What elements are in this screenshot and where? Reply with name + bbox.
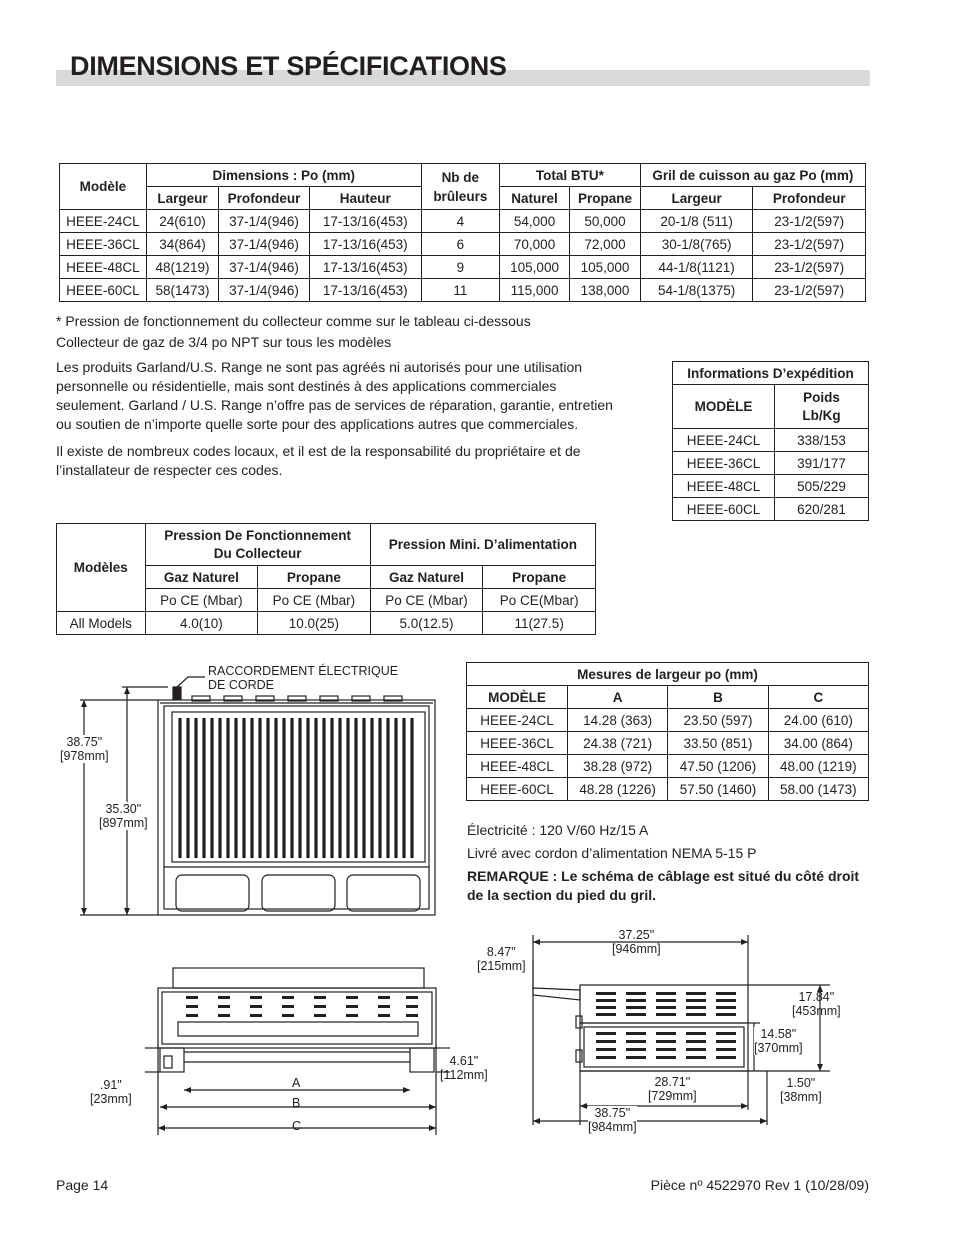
spec-header-natural: Naturel xyxy=(499,187,569,210)
spec-header-model: Modèle xyxy=(60,164,147,210)
width-title: Mesures de largeur po (mm) xyxy=(467,663,869,686)
dim-side-total-height: 17.84" [453mm] xyxy=(792,990,841,1018)
dim-total-height: 38.75" [978mm] xyxy=(60,735,109,763)
wiring-remark: REMARQUE : Le schéma de câblage est situé du côté droit de la section du pied du gril. xyxy=(467,868,860,903)
spec-header-burners: Nb de brûleurs xyxy=(421,164,499,210)
width-header-model: MODÈLE xyxy=(467,686,568,709)
dim-side-depth-top: 37.25" [946mm] xyxy=(612,928,661,956)
page-title: DIMENSIONS ET SPÉCIFICATIONS xyxy=(70,51,507,81)
pressure-header-natural-supply: Gaz Naturel xyxy=(370,566,483,589)
table-row: HEEE-24CL 14.28 (363) 23.50 (597) 24.00 (610) xyxy=(467,709,869,732)
dim-side-body-depth: 28.71" [729mm] xyxy=(648,1075,697,1103)
table-row: HEEE-60CL 620/281 xyxy=(673,498,869,521)
table-row: All Models 4.0(10) 10.0(25) 5.0(12.5) 11(27.5) xyxy=(57,612,596,635)
table-row: HEEE-36CL 34(864) 37-1/4(946) 17-13/16(453) 6 70,000 72,000 30-1/8(765) 23-1/2(597) xyxy=(60,233,866,256)
part-number: Pièce nº 4522970 Rev 1 (10/28/09) xyxy=(650,1177,869,1193)
pressure-header-models: Modèles xyxy=(57,524,146,612)
electrical-spec: Électricité : 120 V/60 Hz/15 A xyxy=(467,822,649,838)
table-row: HEEE-24CL 24(610) 37-1/4(946) 17-13/16(453) 4 54,000 50,000 20-1/8 (511) 23-1/2(597) xyxy=(60,210,866,233)
table-row: HEEE-36CL 24.38 (721) 33.50 (851) 34.00 (864) xyxy=(467,732,869,755)
pressure-header-propane: Propane xyxy=(258,566,371,589)
table-row: HEEE-24CL 338/153 xyxy=(673,429,869,452)
width-header-c: C xyxy=(768,686,868,709)
shipping-header-weight: Poids Lb/Kg xyxy=(775,385,869,429)
dim-body-height: 35.30" [897mm] xyxy=(99,802,148,830)
table-row: HEEE-48CL 48(1219) 37-1/4(946) 17-13/16(453) 9 105,000 105,000 44-1/8(1121) 23-1/2(597) xyxy=(60,256,866,279)
dim-side-body-height: 14.58" [370mm] xyxy=(754,1027,803,1055)
spec-header-grill: Gril de cuisson au gaz Po (mm) xyxy=(640,164,865,187)
table-row: HEEE-60CL 48.28 (1226) 57.50 (1460) 58.00 (1473) xyxy=(467,778,869,801)
dim-side-total-depth: 38.75" [984mm] xyxy=(588,1106,637,1134)
spec-header-grill-width: Largeur xyxy=(640,187,753,210)
page-number: Page 14 xyxy=(56,1177,109,1193)
pressure-header-natural: Gaz Naturel xyxy=(145,566,258,589)
rear-vent-slots xyxy=(158,996,436,1131)
spec-header-propane: Propane xyxy=(570,187,641,210)
dim-side-front-offset: 1.50" [38mm] xyxy=(780,1076,822,1104)
dim-foot-height: .91" [23mm] xyxy=(90,1078,132,1106)
dim-side-backsplash: 8.47" [215mm] xyxy=(477,945,526,973)
dim-label-b: B xyxy=(292,1096,301,1110)
spec-header-btu: Total BTU* xyxy=(499,164,640,187)
width-header-a: A xyxy=(568,686,668,709)
spec-header-width: Largeur xyxy=(146,187,218,210)
manifold-note: Collecteur de gaz de 3/4 po NPT sur tous les modèles xyxy=(56,334,392,350)
table-row: HEEE-48CL 505/229 xyxy=(673,475,869,498)
shipping-title: Informations D’expédition xyxy=(673,362,869,385)
table-row: HEEE-36CL 391/177 xyxy=(673,452,869,475)
spec-header-height: Hauteur xyxy=(309,187,421,210)
local-codes-paragraph: Il existe de nombreux codes locaux, et il est de la responsabilité du propriétaire et de l’installateur de respecter ces codes. xyxy=(56,443,581,478)
table-row: Po CE (Mbar) Po CE (Mbar) Po CE (Mbar) Po CE(Mbar) xyxy=(57,589,596,612)
shipping-header-model: MODÈLE xyxy=(673,385,775,429)
pressure-header-supply: Pression Mini. D’alimentation xyxy=(370,524,595,566)
dim-rear-offset: 4.61" [112mm] xyxy=(440,1054,488,1082)
spec-header-grill-depth: Profondeur xyxy=(753,187,866,210)
grate-bars xyxy=(180,718,412,858)
pressure-header-propane-supply: Propane xyxy=(483,566,596,589)
dim-label-c: C xyxy=(292,1119,302,1133)
cord-connection-label: RACCORDEMENT ÉLECTRIQUE DE CORDE xyxy=(208,664,399,692)
dim-label-a: A xyxy=(292,1076,301,1090)
power-cord-note: Livré avec cordon d’alimentation NEMA 5-15 P xyxy=(467,845,757,861)
commercial-paragraph: Les produits Garland/U.S. Range ne sont pas agréés ni autorisés pour une utilisation personnelle ou résidentielle, mais sont destinés à des applications commerciales seulement. Garland / U.S. Range n’offre pas de services de réparation, garantie, entretien ou soutien de n’importe quelle sorte pour des applications autres que commerciales. xyxy=(56,359,613,432)
table-row: HEEE-48CL 38.28 (972) 47.50 (1206) 48.00 (1219) xyxy=(467,755,869,778)
width-header-b: B xyxy=(668,686,768,709)
spec-header-dimensions: Dimensions : Po (mm) xyxy=(146,164,421,187)
pressure-note: * Pression de fonctionnement du collecteur comme sur le tableau ci-dessous xyxy=(56,313,531,329)
spec-header-depth: Profondeur xyxy=(219,187,310,210)
table-row: HEEE-60CL 58(1473) 37-1/4(946) 17-13/16(453) 11 115,000 138,000 54-1/8(1375) 23-1/2(597) xyxy=(60,279,866,302)
pressure-header-manifold: Pression De Fonctionnement Du Collecteur xyxy=(145,524,370,566)
